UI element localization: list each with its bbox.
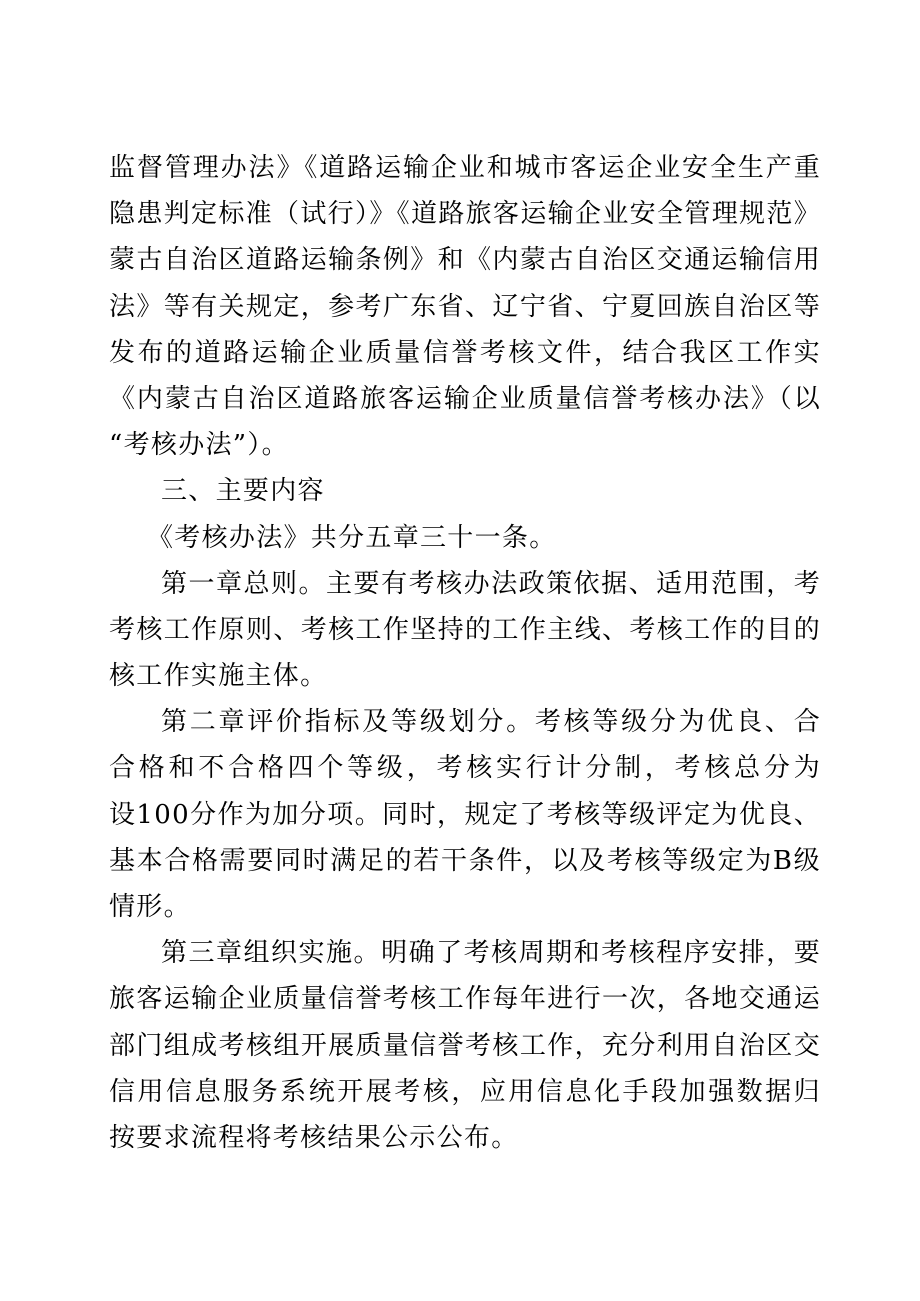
body-line: 监督管理办法》《道路运输企业和城市客运企业安全生产重	[109, 153, 821, 183]
body-line: 第二章评价指标及等级划分。考核等级分为优良、合	[161, 707, 821, 738]
body-line: 情形。	[109, 892, 191, 922]
body-line: 第三章组织实施。明确了考核周期和考核程序安排，要	[161, 938, 821, 969]
body-line: 第一章总则。主要有考核办法政策依据、适用范围，考	[161, 568, 821, 599]
body-line: 考核工作原则、考核工作坚持的工作主线、考核工作的目的	[109, 614, 821, 645]
section-heading: 三、主要内容	[161, 476, 325, 507]
body-line: 按要求流程将考核结果公示公布。	[109, 1122, 519, 1153]
body-line: 《考核办法》共分五章三十一条。	[147, 522, 557, 553]
document-body	[109, 145, 821, 1161]
body-line: 信用信息服务系统开展考核，应用信息化手段加强数据归	[109, 1076, 821, 1107]
body-line: 法》等有关规定，参考广东省、辽宁省、宁夏回族自治区等	[109, 291, 821, 322]
body-line: 蒙古自治区道路运输条例》和《内蒙古自治区交通运输信用	[109, 245, 821, 276]
body-line: 基本合格需要同时满足的若干条件，以及考核等级定为B级	[109, 845, 821, 876]
body-line: 核工作实施主体。	[109, 661, 328, 692]
body-line: 隐患判定标准（试行）》《道路旅客运输企业安全管理规范》	[109, 199, 821, 230]
body-line: 旅客运输企业质量信誉考核工作每年进行一次，各地交通运	[109, 984, 821, 1015]
body-line: 设100分作为加分项。同时，规定了考核等级评定为优良、	[109, 799, 821, 830]
body-line: 部门组成考核组开展质量信誉考核工作，充分利用自治区交	[109, 1030, 821, 1061]
body-line: “考核办法”）。	[109, 430, 289, 461]
body-line: 发布的道路运输企业质量信誉考核文件，结合我区工作实	[109, 337, 821, 368]
body-line: 《内蒙古自治区道路旅客运输企业质量信誉考核办法》（以	[109, 383, 821, 414]
body-line: 合格和不合格四个等级，考核实行计分制，考核总分为	[109, 753, 821, 784]
